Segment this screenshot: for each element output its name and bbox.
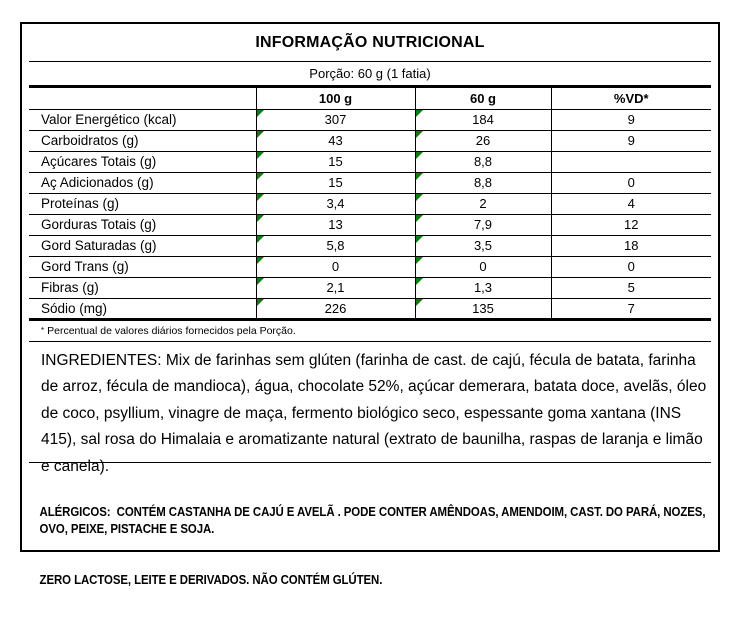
- cell-flag-icon: [416, 110, 424, 118]
- cell-flag-icon: [257, 194, 265, 202]
- value-100g: 5,8: [256, 235, 415, 256]
- nutrient-name: Carboidratos (g): [41, 133, 139, 148]
- value-vd: 12: [551, 214, 711, 235]
- cell-flag-icon: [257, 152, 265, 160]
- value-vd: 0: [551, 256, 711, 277]
- value-60g: 135: [415, 298, 551, 319]
- cell-flag-icon: [416, 215, 424, 223]
- value-100g: 0: [256, 256, 415, 277]
- value-vd: 9: [551, 130, 711, 151]
- value-vd: 5: [551, 277, 711, 298]
- column-header-empty: [29, 88, 256, 109]
- column-header-vd: %VD*: [551, 88, 711, 109]
- value-vd: 4: [551, 193, 711, 214]
- value-60g: 2: [415, 193, 551, 214]
- table-header-row: [29, 88, 711, 109]
- value-60g: 3,5: [415, 235, 551, 256]
- table-row: [29, 277, 711, 298]
- nutrient-name: Gorduras Totais (g): [41, 217, 157, 232]
- table-row: [29, 130, 711, 151]
- table-row: [29, 193, 711, 214]
- value-100g: 43: [256, 130, 415, 151]
- cell-flag-icon: [257, 215, 265, 223]
- nutrition-label-box: [20, 22, 720, 587]
- nutrient-name: Aç Adicionados (g): [41, 175, 154, 190]
- value-100g: 3,4: [256, 193, 415, 214]
- cell-flag-icon: [257, 278, 265, 286]
- value-60g: 7,9: [415, 214, 551, 235]
- value-100g: 13: [256, 214, 415, 235]
- portion-row: [29, 62, 711, 88]
- cell-flag-icon: [416, 173, 424, 181]
- value-60g: 184: [415, 109, 551, 130]
- value-vd: [551, 151, 711, 172]
- cell-flag-icon: [416, 194, 424, 202]
- cell-flag-icon: [257, 131, 265, 139]
- cell-flag-icon: [416, 278, 424, 286]
- value-100g: 15: [256, 151, 415, 172]
- nutrient-name: Fibras (g): [41, 280, 99, 295]
- portion-text: Porção: 60 g (1 fatia): [309, 66, 431, 81]
- cell-flag-icon: [257, 110, 265, 118]
- value-vd: 9: [551, 109, 711, 130]
- nutrient-name: Proteínas (g): [41, 196, 120, 211]
- value-vd: 18: [551, 235, 711, 256]
- cell-flag-icon: [416, 299, 424, 307]
- table-row: [29, 235, 711, 256]
- daily-value-footnote: * Percentual de valores diários fornecidos pela Porção.: [29, 321, 711, 342]
- column-header-100g: 100 g: [256, 88, 415, 109]
- allergens-section: [29, 463, 721, 622]
- value-100g: 15: [256, 172, 415, 193]
- table-row: [29, 214, 711, 235]
- label-title: INFORMAÇÃO NUTRICIONAL: [255, 33, 485, 51]
- cell-flag-icon: [416, 236, 424, 244]
- nutrient-name: Gord Trans (g): [41, 259, 129, 274]
- nutrition-table: [29, 88, 711, 321]
- value-60g: 8,8: [415, 172, 551, 193]
- cell-flag-icon: [257, 236, 265, 244]
- table-row: [29, 151, 711, 172]
- column-header-60g: 60 g: [415, 88, 551, 109]
- nutrient-name: Sódio (mg): [41, 300, 108, 316]
- table-row: [29, 172, 711, 193]
- value-100g: 307: [256, 109, 415, 130]
- nutrient-name: Açúcares Totais (g): [41, 154, 157, 169]
- allergens-statement: ALÉRGICOS: CONTÉM CASTANHA DE CAJÚ E AVELÃ . PODE CONTER AMÊNDOAS, AMENDOIM, CAST. DO PARÁ, NOZES, OVO, PEIXE, PISTACHE E SOJA.: [39, 503, 709, 536]
- value-60g: 0: [415, 256, 551, 277]
- table-row: [29, 109, 711, 130]
- cell-flag-icon: [257, 299, 265, 307]
- value-vd: 0: [551, 172, 711, 193]
- nutrient-name: Valor Energético (kcal): [41, 112, 177, 127]
- value-60g: 26: [415, 130, 551, 151]
- cell-flag-icon: [257, 257, 265, 265]
- value-100g: 2,1: [256, 277, 415, 298]
- table-row: [29, 256, 711, 277]
- cell-flag-icon: [416, 152, 424, 160]
- value-100g: 226: [256, 298, 415, 319]
- cell-flag-icon: [416, 131, 424, 139]
- value-60g: 8,8: [415, 151, 551, 172]
- lactose-gluten-statement: ZERO LACTOSE, LEITE E DERIVADOS. NÃO CONTÉM GLÚTEN.: [39, 571, 383, 587]
- ingredients-section: [29, 342, 711, 475]
- label-title-row: [29, 24, 711, 62]
- table-row: [29, 298, 711, 319]
- ingredients-text: INGREDIENTES: Mix de farinhas sem glúten (farinha de cast. de cajú, fécula de batata, farinha de arroz, fécula de mandioca), água, chocolate 52%, açúcar demerara, batata doce, avelãs, óleo de coco, psyllium, vinagre de maça, fermento biológico seco, espessante goma xantana (INS 415), sal rosa do Himalaia e aromatizante natural (extrato de baunilha, raspas de laranja e limão e canela).: [41, 351, 707, 475]
- footnote-text: Percentual de valores diários fornecidos pela Porção.: [47, 324, 296, 337]
- value-60g: 1,3: [415, 277, 551, 298]
- cell-flag-icon: [257, 173, 265, 181]
- nutrient-name: Gord Saturadas (g): [41, 238, 157, 253]
- value-vd: 7: [551, 298, 711, 319]
- cell-flag-icon: [416, 257, 424, 265]
